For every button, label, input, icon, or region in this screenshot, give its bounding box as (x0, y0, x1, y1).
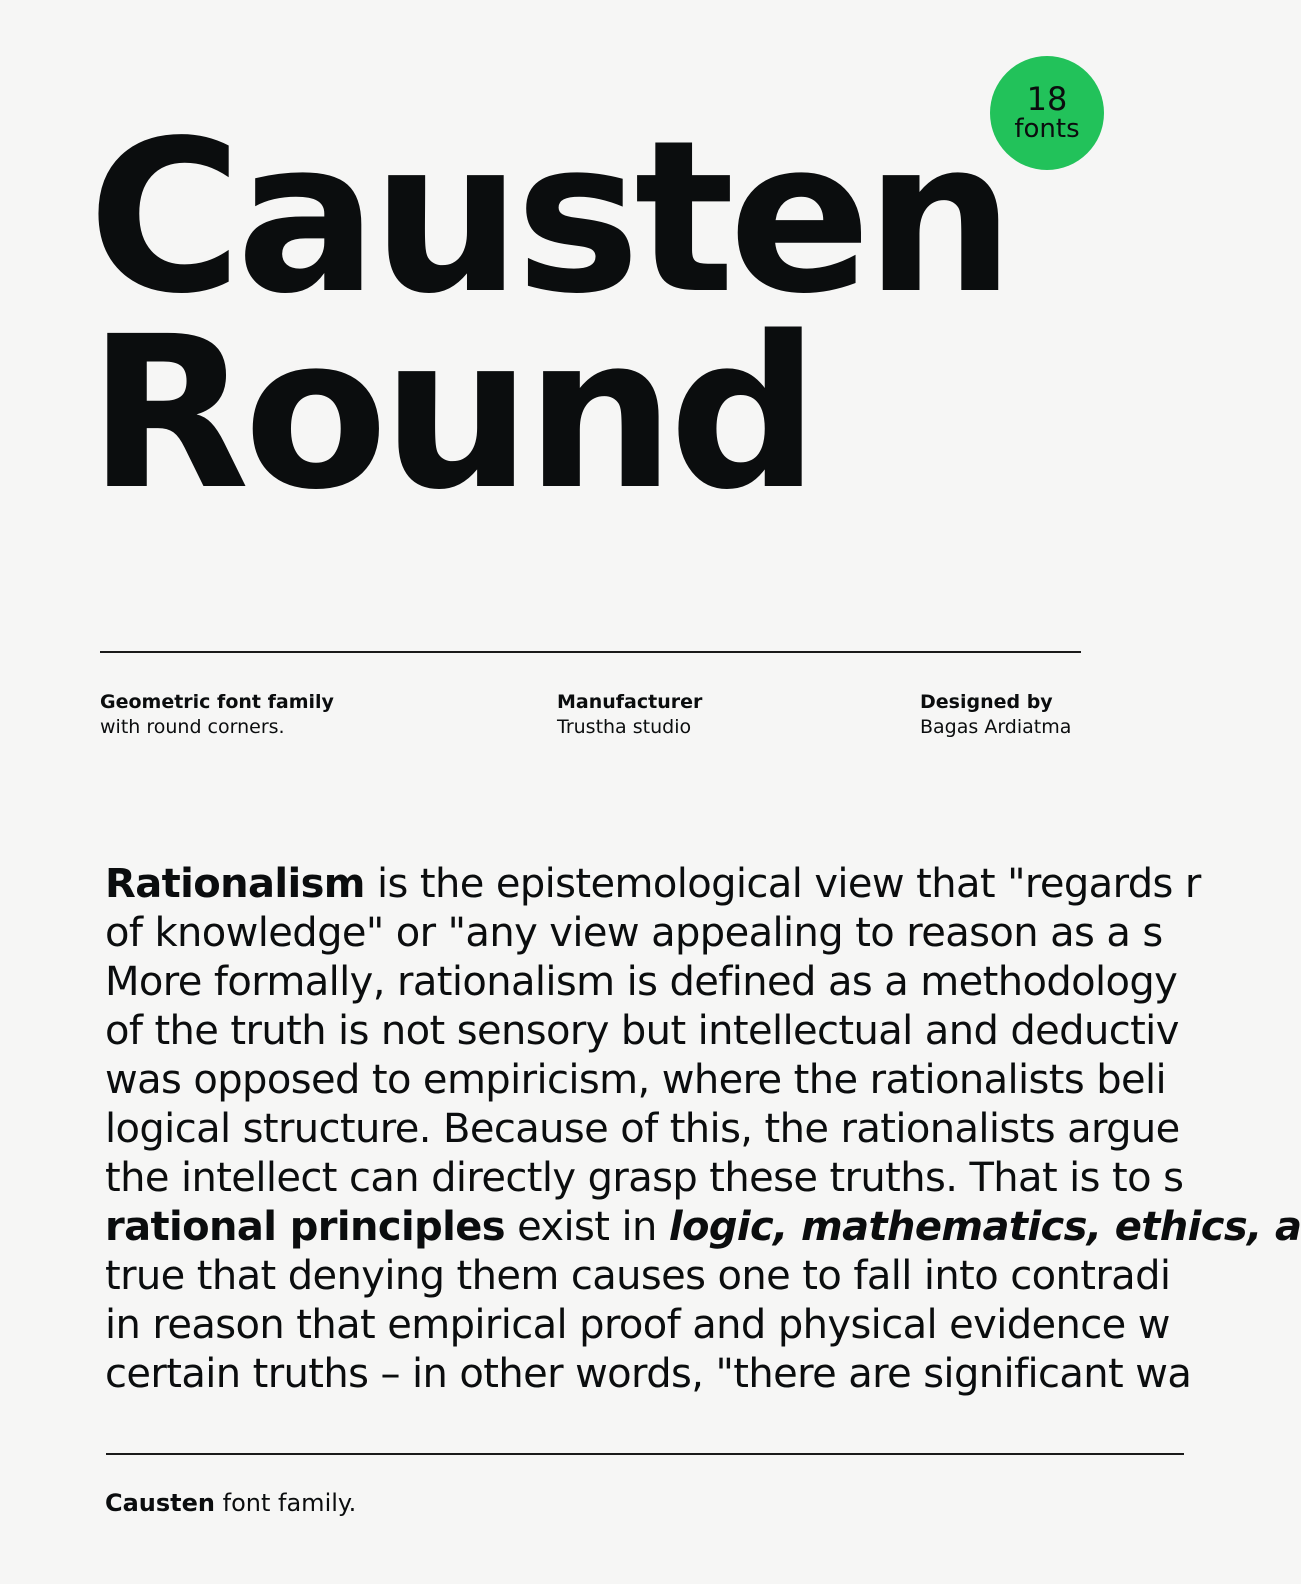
paragraph-line: of knowledge" or "any view appealing to reason as a s (105, 910, 1163, 956)
meta-manufacturer-heading: Manufacturer (557, 691, 703, 713)
meta-description-value: with round corners. (100, 716, 285, 738)
title-line-1: Causten (88, 95, 1009, 340)
bottom-divider (106, 1453, 1184, 1455)
footer-text: font family. (215, 1489, 357, 1517)
paragraph-bold-phrase: rational principles (105, 1204, 505, 1250)
meta-description (100, 690, 334, 740)
paragraph-line: in reason that empirical proof and physical evidence w (105, 1302, 1170, 1348)
footer-brand: Causten (105, 1489, 216, 1517)
paragraph-line: logical structure. Because of this, the rationalists argue (105, 1106, 1180, 1152)
meta-manufacturer (557, 690, 702, 740)
meta-description-heading: Geometric font family (100, 691, 334, 713)
paragraph-line: More formally, rationalism is defined as a methodology (105, 959, 1178, 1005)
font-count-label: fonts (1014, 114, 1080, 145)
meta-manufacturer-value: Trustha studio (557, 716, 692, 738)
page-title (88, 95, 1009, 536)
footer-caption (105, 1488, 356, 1518)
meta-designer-heading: Designed by (920, 691, 1053, 713)
paragraph-line: was opposed to empiricism, where the rationalists beli (105, 1057, 1167, 1103)
paragraph-bold-term: Rationalism (105, 861, 365, 907)
paragraph-line: certain truths – in other words, "there are significant wa (105, 1351, 1192, 1397)
title-line-2: Round (88, 291, 814, 536)
paragraph-line: Rationalism is the epistemological view that "regards r (105, 861, 1201, 907)
meta-designer-value: Bagas Ardiatma (920, 716, 1072, 738)
paragraph-line: of the truth is not sensory but intellectual and deductiv (105, 1008, 1179, 1054)
paragraph-line: true that denying them causes one to fall into contradi (105, 1253, 1171, 1299)
paragraph-italic-phrase: logic, mathematics, ethics, a (668, 1204, 1301, 1250)
meta-designer (920, 690, 1071, 740)
paragraph-line: the intellect can directly grasp these truths. That is to s (105, 1155, 1184, 1201)
sample-paragraph (105, 860, 1301, 1399)
paragraph-line: rational principles exist in logic, mathematics, ethics, a (105, 1204, 1301, 1250)
font-count: 18 (1026, 79, 1068, 118)
top-divider (100, 651, 1081, 653)
